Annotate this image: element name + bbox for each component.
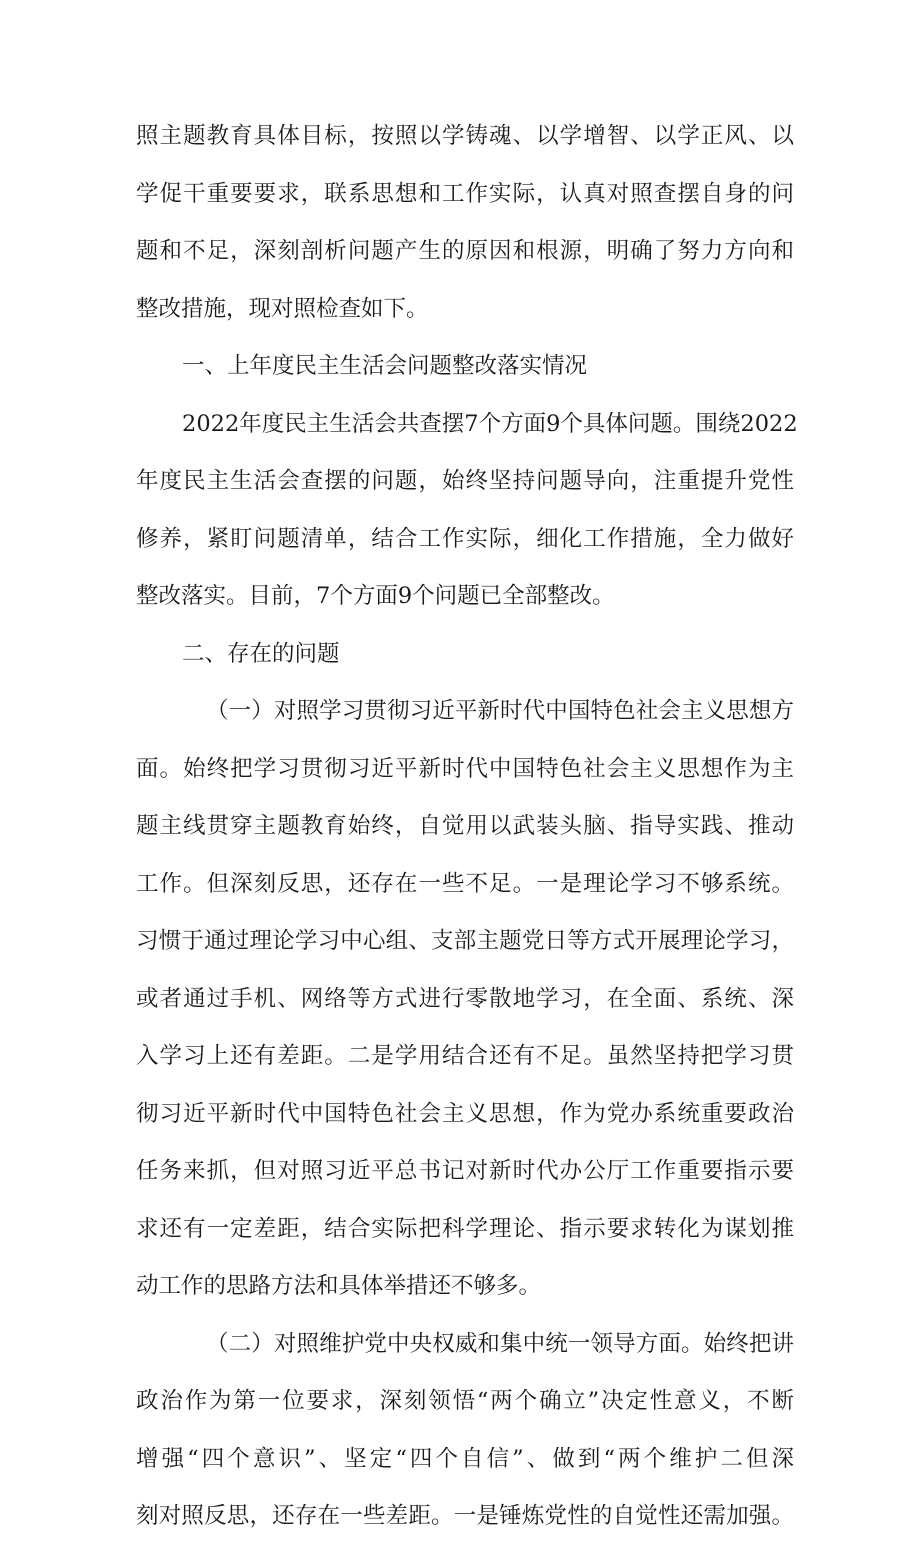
document-body [136, 108, 798, 1546]
text-line: 动工作的思路方法和具体举措还不够多。 [136, 1273, 542, 1299]
text-line: 刻对照反思，还存在一些差距。一是锤炼党性的自觉性还需加强。 [136, 1503, 794, 1529]
text-line: 修养，紧盯问题清单，结合工作实际，细化工作措施，全力做好 [136, 525, 794, 552]
text-line: 面。始终把学习贯彻习近平新时代中国特色社会主义思想作为主 [136, 755, 794, 782]
text-line: 增强“四个意识”、坚定“四个自信”、做到“两个维护二但深 [136, 1445, 794, 1472]
text-line: 学促干重要要求，联系思想和工作实际，认真对照查摆自身的问 [136, 180, 794, 207]
text-line: 年度民主生活会查摆的问题，始终坚持问题导向，注重提升党性 [136, 468, 794, 494]
text-line: 求还有一定差距，结合实际把科学理论、指示要求转化为谋划推 [136, 1215, 794, 1242]
text-line: 任务来抓，但对照习近平总书记对新时代办公厅工作重要指示要 [136, 1158, 794, 1184]
text-line: 彻习近平新时代中国特色社会主义思想，作为党办系统重要政治 [136, 1100, 794, 1127]
text-line: 工作。但深刻反思，还存在一些不足。一是理论学习不够系统。 [136, 870, 794, 897]
section-heading-1: 一、上年度民主生活会问题整改落实情况 [182, 353, 588, 379]
text-line: 或者通过手机、网络等方式进行零散地学习，在全面、系统、深 [136, 985, 794, 1012]
text-line: 习惯于通过理论学习中心组、支部主题党日等方式开展理论学习， [136, 928, 794, 954]
text-line: （一）对照学习贯彻习近平新时代中国特色社会主义思想方 [206, 698, 794, 724]
text-line: 政治作为第一位要求，深刻领悟“两个确立”决定性意义，不断 [136, 1388, 794, 1414]
text-line: 整改措施，现对照检查如下。 [136, 295, 429, 322]
text-line: 照主题教育具体目标，按照以学铸魂、以学增智、以学正风、以 [136, 123, 794, 149]
text-line: 整改落实。目前，7个方面9个问题已全部整改。 [136, 583, 615, 609]
text-line: 入学习上还有差距。二是学用结合还有不足。虽然坚持把学习贯 [136, 1043, 794, 1069]
text-line: 题主线贯穿主题教育始终，自觉用以武装头脑、指导实践、推动 [136, 813, 794, 839]
text-line: 2022年度民主生活会共查摆7个方面9个具体问题。围绕2022 [182, 410, 798, 437]
section-heading-2: 二、存在的问题 [182, 640, 340, 667]
text-line: 题和不足，深刻剖析问题产生的原因和根源，明确了努力方向和 [136, 238, 794, 264]
text-line: （二）对照维护党中央权威和集中统一领导方面。始终把讲 [206, 1330, 794, 1357]
